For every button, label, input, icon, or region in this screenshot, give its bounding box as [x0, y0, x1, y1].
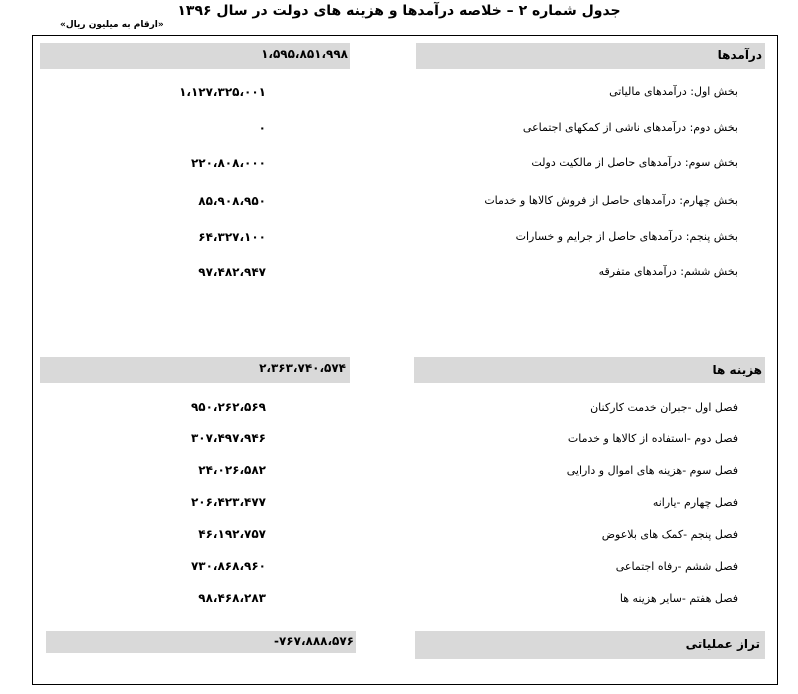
revenue-row-label: بخش پنجم: درآمدهای حاصل از جرایم و خسارات [515, 230, 738, 243]
revenue-row-value: ۶۴،۳۲۷،۱۰۰ [198, 230, 266, 244]
revenue-row-value: ۸۵،۹۰۸،۹۵۰ [198, 194, 266, 208]
expense-row-value: ۹۸،۴۶۸،۲۸۳ [198, 591, 266, 605]
expense-row-label: فصل سوم -هزینه های اموال و دارایی [566, 464, 738, 477]
revenue-row-value: ۰ [258, 121, 266, 135]
expense-row-label: فصل ششم -رفاه اجتماعی [615, 560, 738, 573]
balance-label: تراز عملیاتی [685, 637, 760, 651]
revenue-row-label: بخش ششم: درآمدهای متفرقه [598, 265, 738, 278]
document-title: جدول شماره ۲ – خلاصه درآمدها و هزینه های دولت در سال ۱۳۹۶ [177, 3, 621, 19]
expenses-label: هزینه ها [712, 363, 762, 377]
revenues-label: درآمدها [717, 48, 762, 62]
revenue-row-label: بخش دوم: درآمدهای ناشی از کمکهای اجتماعی [522, 121, 738, 134]
balance-value: -۷۶۷،۸۸۸،۵۷۶ [273, 634, 354, 648]
expense-row-value: ۹۵۰،۲۶۲،۵۶۹ [190, 400, 266, 414]
expense-row-label: فصل اول -جبران خدمت کارکنان [590, 401, 738, 414]
expense-row-label: فصل چهارم -یارانه [652, 496, 738, 509]
expense-row-value: ۲۰۶،۴۲۳،۴۷۷ [190, 495, 266, 509]
revenue-row-label: بخش اول: درآمدهای مالیاتی [609, 85, 738, 98]
expense-row-value: ۴۶،۱۹۲،۷۵۷ [198, 527, 266, 541]
revenue-row-value: ۹۷،۴۸۲،۹۴۷ [198, 265, 266, 279]
revenues-label-bar [416, 43, 765, 69]
expense-row-value: ۷۳۰،۸۶۸،۹۶۰ [190, 559, 266, 573]
revenue-row-value: ۱،۱۲۷،۳۲۵،۰۰۱ [179, 85, 266, 99]
expense-row-label: فصل پنجم -کمک های بلاعوض [601, 528, 738, 541]
revenue-row-label: بخش سوم: درآمدهای حاصل از مالکیت دولت [531, 156, 738, 169]
expense-row-label: فصل دوم -استفاده از کالاها و خدمات [567, 432, 738, 445]
revenues-total: ۱،۵۹۵،۸۵۱،۹۹۸ [261, 47, 348, 61]
unit-note: «ارقام به میلیون ریال» [60, 20, 164, 30]
revenue-row-value: ۲۲۰،۸۰۸،۰۰۰ [190, 156, 266, 170]
expenses-total: ۲،۳۶۳،۷۴۰،۵۷۴ [259, 361, 346, 375]
expense-row-value: ۳۰۷،۴۹۷،۹۴۶ [190, 431, 266, 445]
expense-row-value: ۲۴،۰۲۶،۵۸۲ [198, 463, 266, 477]
expense-row-label: فصل هفتم -سایر هزینه ها [619, 592, 738, 605]
revenue-row-label: بخش چهارم: درآمدهای حاصل از فروش کالاها و خدمات [484, 194, 738, 207]
